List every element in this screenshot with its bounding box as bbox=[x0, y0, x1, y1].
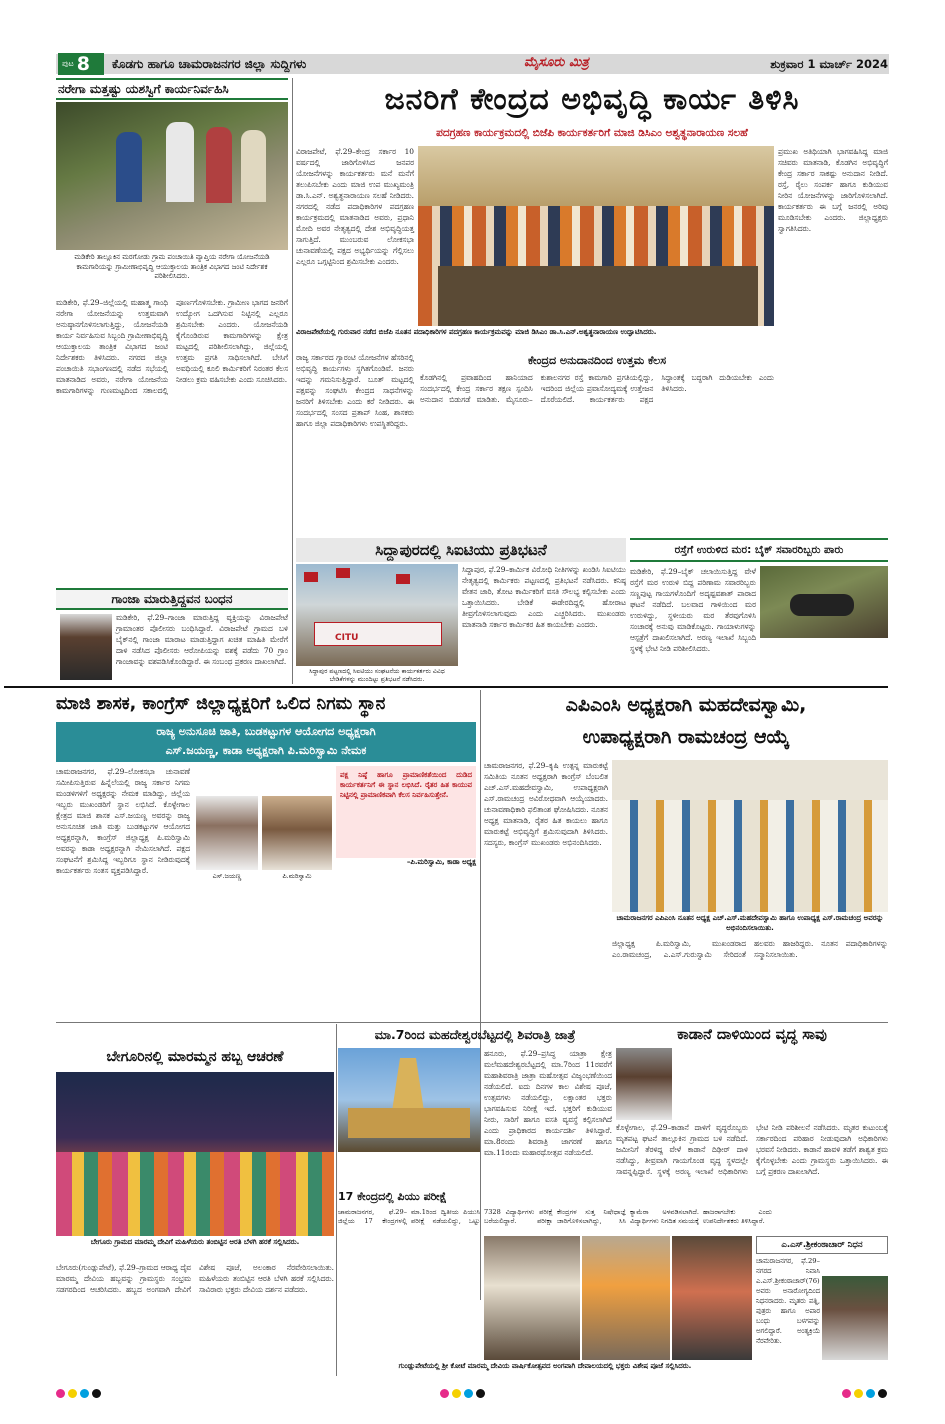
begur-headline: ಬೇಗೂರಿನಲ್ಲಿ ಮಾರಮ್ಮನ ಹಬ್ಬ ಆಚರಣೆ bbox=[106, 1049, 284, 1065]
paper-name: ಮೈಸೂರು ಮಿತ್ರ bbox=[524, 55, 589, 70]
lead-subsection-title: ಕೇಂದ್ರದ ಅನುದಾನದಿಂದ ಉತ್ತಮ ಕೆಲಸ bbox=[527, 354, 667, 367]
nigama-body: ಚಾಮರಾಜನಗರ, ಫೆ.29–ಲೋಕಸಭಾ ಚುನಾವಣೆ ಸಮೀಪಿಸುತ್ತಿರುವ ಹಿನ್ನೆಲೆಯಲ್ಲಿ ರಾಜ್ಯ ಸರ್ಕಾರ ನಿಗಮ ಮಂಡಳಿಗಳಿಗೆ ಅಧ್ಯಕ್ಷರನ್ನು ನೇಮಕ ಮಾಡಿದ್ದು, ಜಿಲ್ಲೆಯ ಇಬ್ಬರು ಮುಖಂಡರಿಗೆ ಸ್ಥಾನ ಲಭಿಸಿದೆ. ಕೊಳ್ಳೇಗಾಲ ಕ್ಷೇತ್ರದ ಮಾಜಿ ಶಾಸಕ ಎಸ್.ಜಯಣ್ಣ ಅವರನ್ನು ರಾಜ್ಯ ಅನುಸೂಚಿತ ಜಾತಿ ಮತ್ತು ಬುಡಕಟ್ಟುಗಳ ಆಯೋಗದ ಅಧ್ಯಕ್ಷರನ್ನಾಗಿ, ಕಾಂಗ್ರೆಸ್ ಜಿಲ್ಲಾಧ್ಯಕ್ಷ ಪಿ.ಮರಿಸ್ವಾಮಿ ಅವರನ್ನು ಕಾಡಾ ಅಧ್ಯಕ್ಷರನ್ನಾಗಿ ನೇಮಿಸಲಾಗಿದೆ. ಪಕ್ಷದ ಸಂಘಟನೆಗೆ ಶ್ರಮಿಸಿದ್ದ ಇಬ್ಬರಿಗೂ ಸ್ಥಾನ ನೀಡಿರುವುದಕ್ಕೆ ಕಾರ್ಯಕರ್ತರು ಸಂತಸ ವ್ಯಕ್ತಪಡಿಸಿದ್ದಾರೆ. bbox=[56, 767, 190, 875]
narega-headline-box bbox=[56, 78, 288, 100]
lead-body-mid: ರಾಜ್ಯ ಸರ್ಕಾರದ ಗ್ಯಾರಂಟಿ ಯೋಜನೆಗಳ ಹೆಸರಿನಲ್ಲಿ ಅಭಿವೃದ್ಧಿ ಕಾರ್ಯಗಳು ಸ್ಥಗಿತಗೊಂಡಿವೆ. ಜನರು ಇದನ್ನು ಗಮನಿಸುತ್ತಿದ್ದಾರೆ. ಬೂತ್ ಮಟ್ಟದಲ್ಲಿ ಪಕ್ಷವನ್ನು ಸಂಘಟಿಸಿ ಕೇಂದ್ರದ ಸಾಧನೆಗಳನ್ನು ಜನರಿಗೆ ತಿಳಿಸಬೇಕು ಎಂದು ಕರೆ ನೀಡಿದರು. ಈ ಸಂದರ್ಭದಲ್ಲಿ ಸಂಸದ ಪ್ರತಾಪ್ ಸಿಂಹ, ಶಾಸಕರು ಹಾಗೂ ಜಿಲ್ಲಾ ಪದಾಧಿಕಾರಿಗಳು ಉಪಸ್ಥಿತರಿದ್ದರು. bbox=[296, 353, 414, 428]
ganja-body: ಮಡಿಕೇರಿ, ಫೆ.29–ಗಾಂಜಾ ಮಾರುತ್ತಿದ್ದ ವ್ಯಕ್ತಿಯನ್ನು ವಿರಾಜಪೇಟೆ ಗ್ರಾಮಾಂತರ ಪೊಲೀಸರು ಬಂಧಿಸಿದ್ದಾರೆ. ವಿರಾಜಪೇಟೆ ಗ್ರಾಮದ ಬಳಿ ಬೈಕ್‌ನಲ್ಲಿ ಗಾಂಜಾ ಮಾರಾಟ ಮಾಡುತ್ತಿದ್ದಾಗ ಖಚಿತ ಮಾಹಿತಿ ಮೇರೆಗೆ ದಾಳಿ ನಡೆಸಿದ ಪೊಲೀಸರು ಆರೋಪಿಯನ್ನು ವಶಕ್ಕೆ ಪಡೆದು 70 ಗ್ರಾಂ ಗಾಂಜಾವನ್ನು ವಶಪಡಿಸಿಕೊಂಡಿದ್ದಾರೆ. ಈ ಸಂಬಂಧ ಪ್ರಕರಣ ದಾಖಲಾಗಿದೆ. bbox=[116, 613, 288, 666]
citu-photo bbox=[296, 564, 458, 666]
narega-caption: ಮಡಿಕೇರಿ ತಾಲ್ಲೂಕಿನ ಮರಗೋಡು ಗ್ರಾಮ ಪಂಚಾಯಿತಿ ವ್ಯಾಪ್ತಿಯ ನರೇಗಾ ಯೋಜನೆಯಡಿ ಕಾಮಗಾರಿಯನ್ನು ಗ್ರಾಮೀಣಾಭಿವೃದ್ಧಿ ಆಯುಕ್ತಾಲಯ ತಾಂತ್ರಿಕ ವಿಭಾಗದ ಜಂಟಿ ನಿರ್ದೇಶಕ ಪರಿಶೀಲಿಸಿದರು. bbox=[74, 253, 270, 280]
mm-hills-body: ಹನೂರು, ಫೆ.29–ಪ್ರಸಿದ್ಧ ಯಾತ್ರಾ ಕ್ಷೇತ್ರ ಮಲೆಮಹದೇಶ್ವರಬೆಟ್ಟದಲ್ಲಿ ಮಾ.7ರಿಂದ 11ರವರೆಗೆ ಮಹಾಶಿವರಾತ್ರಿ ಜಾತ್ರಾ ಮಹೋತ್ಸವ ವಿಜೃಂಭಣೆಯಿಂದ ನಡೆಯಲಿದೆ. ಐದು ದಿನಗಳ ಕಾಲ ವಿಶೇಷ ಪೂಜೆ, ಉತ್ಸವಗಳು ನಡೆಯಲಿದ್ದು, ಲಕ್ಷಾಂತರ ಭಕ್ತರು ಭಾಗವಹಿಸುವ ನಿರೀಕ್ಷೆ ಇದೆ. ಭಕ್ತರಿಗೆ ಕುಡಿಯುವ ನೀರು, ಸಾರಿಗೆ ಹಾಗೂ ವಸತಿ ವ್ಯವಸ್ಥೆ ಕಲ್ಪಿಸಲಾಗಿದೆ ಎಂದು ಪ್ರಾಧಿಕಾರದ ಕಾರ್ಯದರ್ಶಿ ತಿಳಿಸಿದ್ದಾರೆ. ಮಾ.8ರಂದು ಶಿವರಾತ್ರಿ ಜಾಗರಣೆ ಹಾಗೂ ಮಾ.11ರಂದು ಮಹಾರಥೋತ್ಸವ ನಡೆಯಲಿದೆ. bbox=[484, 1049, 612, 1157]
ganja-headline-box bbox=[56, 588, 288, 610]
nigama-subhead-1: ರಾಜ್ಯ ಅನುಸೂಚಿ ಜಾತಿ, ಬುಡಕಟ್ಟುಗಳ ಆಯೋಗದ ಅಧ್ಯಕ್ಷರಾಗಿ bbox=[156, 725, 376, 738]
lead-subhead-bar bbox=[296, 124, 888, 142]
begur-caption: ಬೇಗೂರು ಗ್ರಾಮದ ಮಾರಮ್ಮ ದೇವಿಗೆ ಮಹಿಳೆಯರು ತಂಬಿಟ್ಟಿನ ಆರತಿ ಬೆಳಗಿ ಹರಕೆ ಸಲ್ಲಿಸಿದರು. bbox=[90, 1238, 300, 1246]
narega-headline: ನರೇಗಾ ಮತ್ತಷ್ಟು ಯಶಸ್ವಿಗೆ ಕಾರ್ಯನಿರ್ವಹಿಸಿ bbox=[58, 82, 229, 96]
mariswamy-photo bbox=[262, 796, 332, 870]
lead-headline: ಜನರಿಗೆ ಕೇಂದ್ರದ ಅಭಿವೃದ್ಧಿ ಕಾರ್ಯ ತಿಳಿಸಿ bbox=[384, 82, 800, 117]
jayanna-photo bbox=[196, 796, 258, 870]
lead-caption: ವಿರಾಜಪೇಟೆಯಲ್ಲಿ ಗುರುವಾರ ನಡೆದ ಬಿಜೆಪಿ ನೂತನ ಪದಾಧಿಕಾರಿಗಳ ಪದಗ್ರಹಣ ಕಾರ್ಯಕ್ರಮವನ್ನು ಮಾಜಿ ಡಿಸಿಎಂ ಡಾ.ಸಿ.ಎನ್.ಅಶ್ವತ್ಥನಾರಾಯಣ ಉದ್ಘಾಟಿಸಿದರು. bbox=[296, 328, 657, 336]
begur-photo bbox=[56, 1072, 334, 1236]
issue-date: ಶುಕ್ರವಾರ 1 ಮಾರ್ಚ್ 2024 bbox=[770, 57, 888, 71]
citu-headline: ಸಿದ್ದಾಪುರದಲ್ಲಿ ಸಿಐಟಿಯು ಪ್ರತಿಭಟನೆ bbox=[375, 541, 547, 559]
apmc-body-2: ಜಿಲ್ಲಾಧ್ಯಕ್ಷ ಪಿ.ಮರಿಸ್ವಾಮಿ, ಮುಖಂಡರಾದ ಎಂ.ರಾಮಚಂದ್ರ, ಎ.ಎಸ್.ಗುರುಸ್ವಾಮಿ ಸೇರಿದಂತೆ ಹಲವರು ಹಾಜರಿದ್ದರು. ನೂತನ ಪದಾಧಿಕಾರಿಗಳನ್ನು ಸನ್ಮಾನಿಸಲಾಯಿತು. bbox=[612, 939, 888, 959]
lead-subsection-title-box bbox=[420, 352, 774, 370]
page-label: ಪುಟ bbox=[62, 59, 74, 68]
bike-photo bbox=[760, 566, 888, 638]
bike-headline: ರಸ್ತೆಗೆ ಉರುಳಿದ ಮರ: ಬೈಕ್ ಸವಾರರಿಬ್ಬರು ಪಾರು bbox=[674, 544, 844, 556]
mariswamy-label: ಪಿ.ಮರಿಸ್ವಾಮಿ bbox=[282, 872, 312, 880]
gundlupet-caption: ಗುಂಡ್ಲುಪೇಟೆಯಲ್ಲಿ ಶ್ರೀ ಕೋಟೆ ಮಾರಮ್ಮ ದೇವಿಯ ವಾರ್ಷಿಕೋತ್ಸವದ ಅಂಗವಾಗಿ ದೇವಾಲಯದಲ್ಲಿ ಭಕ್ತರು ವಿಶೇಷ ಪೂಜೆ ಸಲ್ಲಿಸಿದರು. bbox=[398, 1362, 692, 1370]
puc-body: ಚಾಮರಾಜನಗರ, ಫೆ.29–ಜಿಲ್ಲೆಯ 17 ಕೇಂದ್ರಗಳಲ್ಲಿ ಮಾ.1ರಿಂದ ದ್ವಿತೀಯ ಪಿಯುಸಿ ಪರೀಕ್ಷೆ ನಡೆಯಲಿದ್ದು, ಒಟ್ಟು 7328 ವಿದ್ಯಾರ್ಥಿಗಳು ಪರೀಕ್ಷೆ ಬರೆಯಲಿದ್ದಾರೆ. ಪರೀಕ್ಷಾ ಕೇಂದ್ರಗಳ ಸುತ್ತ ನಿಷೇಧಾಜ್ಞೆ ಜಾರಿಗೊಳಿಸಲಾಗಿದ್ದು, ಸಿಸಿ ಕ್ಯಾಮೆರಾ ಅಳವಡಿಸಲಾಗಿದೆ. ವಿದ್ಯಾರ್ಥಿಗಳು ನಿಗದಿತ ಸಮಯಕ್ಕೆ ಹಾಜರಾಗಬೇಕು ಎಂದು ಉಪನಿರ್ದೇಶಕರು ತಿಳಿಸಿದ್ದಾರೆ. bbox=[338, 1208, 772, 1225]
gundlupet-photo-3 bbox=[672, 1236, 752, 1360]
lead-photo bbox=[418, 146, 774, 326]
nigama-quote: ಪಕ್ಷ ನಿಷ್ಠೆ ಹಾಗೂ ಪ್ರಾಮಾಣಿಕತೆಯಿಂದ ದುಡಿದ ಕಾರ್ಯಕರ್ತನಿಗೆ ಈ ಸ್ಥಾನ ಲಭಿಸಿದೆ. ರೈತರ ಹಿತ ಕಾಯುವ ನಿಟ್ಟಿನಲ್ಲಿ ಪ್ರಾಮಾಣಿಕವಾಗಿ ಕೆಲಸ ನಿರ್ವಹಿಸುತ್ತೇನೆ. bbox=[340, 771, 472, 799]
lead-subhead: ಪದಗ್ರಹಣ ಕಾರ್ಯಕ್ರಮದಲ್ಲಿ ಬಿಜೆಪಿ ಕಾರ್ಯಕರ್ತರಿಗೆ ಮಾಜಿ ಡಿಸಿಎಂ ಅಶ್ವತ್ಥನಾರಾಯಣ ಸಲಹೆ bbox=[436, 127, 748, 139]
narega-photo bbox=[56, 102, 288, 250]
obituary-headline: ಎ.ಎಸ್.ಶ್ರೀಕಂಠಾಚಾರ್ ನಿಧನ bbox=[781, 1240, 863, 1250]
lead-body-right: ಪ್ರಮುಖ ಅತಿಥಿಯಾಗಿ ಭಾಗವಹಿಸಿದ್ದ ಮಾಜಿ ಸಚಿವರು ಮಾತನಾಡಿ, ಕೊಡಗಿನ ಅಭಿವೃದ್ಧಿಗೆ ಕೇಂದ್ರ ಸರ್ಕಾರ ಸಾಕಷ್ಟು ಅನುದಾನ ನೀಡಿದೆ. ರಸ್ತೆ, ರೈಲು ಸಂಪರ್ಕ ಹಾಗೂ ಕುಡಿಯುವ ನೀರಿನ ಯೋಜನೆಗಳನ್ನು ಜಾರಿಗೊಳಿಸಲಾಗಿದೆ. ಕಾರ್ಯಕರ್ತರು ಈ ಬಗ್ಗೆ ಜನರಲ್ಲಿ ಅರಿವು ಮೂಡಿಸಬೇಕು ಎಂದರು. ಜಿಲ್ಲಾಧ್ಯಕ್ಷರು ಸ್ವಾಗತಿಸಿದರು. bbox=[778, 147, 888, 233]
page-number-badge bbox=[58, 53, 104, 75]
apmc-caption: ಚಾಮರಾಜನಗರ ಎಪಿಎಂಸಿ ನೂತನ ಅಧ್ಯಕ್ಷ ಎಚ್.ಎಸ್.ಮಹದೇವಸ್ವಾಮಿ ಹಾಗೂ ಉಪಾಧ್ಯಕ್ಷ ಎಸ್.ರಾಮಚಂದ್ರ ಅವರನ್ನು ಅಭಿನಂದಿಸಲಾಯಿತು. bbox=[616, 914, 884, 932]
gundlupet-photo-1 bbox=[484, 1236, 580, 1360]
section-divider bbox=[4, 686, 888, 688]
jayanna-label: ಎಸ್.ಜಯಣ್ಣ bbox=[212, 872, 242, 880]
nigama-subhead-2: ಎಸ್.ಜಯಣ್ಣ, ಕಾಡಾ ಅಧ್ಯಕ್ಷರಾಗಿ ಪಿ.ಮರಿಸ್ವಾಮಿ ನೇಮಕ bbox=[165, 744, 367, 757]
obituary-headline-box bbox=[756, 1236, 888, 1254]
bike-body-cont bbox=[760, 642, 888, 684]
apmc-headline-1: ಎಪಿಎಂಸಿ ಅಧ್ಯಕ್ಷರಾಗಿ ಮಹದೇವಸ್ವಾಮಿ, bbox=[565, 694, 807, 716]
apmc-photo bbox=[612, 760, 888, 912]
column-rule bbox=[480, 690, 481, 1300]
column-rule bbox=[292, 78, 293, 684]
mm-hills-temple-photo bbox=[338, 1048, 480, 1152]
apmc-headline-2: ಉಪಾಧ್ಯಕ್ಷರಾಗಿ ರಾಮಚಂದ್ರ ಆಯ್ಕೆ bbox=[582, 726, 790, 748]
row-rule bbox=[56, 1022, 888, 1023]
apmc-body: ಚಾಮರಾಜನಗರ, ಫೆ.29–ಕೃಷಿ ಉತ್ಪನ್ನ ಮಾರುಕಟ್ಟೆ ಸಮಿತಿಯ ನೂತನ ಅಧ್ಯಕ್ಷರಾಗಿ ಕಾಂಗ್ರೆಸ್ ಬೆಂಬಲಿತ ಎಚ್.ಎಸ್.ಮಹದೇವಸ್ವಾಮಿ, ಉಪಾಧ್ಯಕ್ಷರಾಗಿ ಎಸ್.ರಾಮಚಂದ್ರ ಅವಿರೋಧವಾಗಿ ಆಯ್ಕೆಯಾದರು. ಚುನಾವಣಾಧಿಕಾರಿ ಫಲಿತಾಂಶ ಘೋಷಿಸಿದರು. ನೂತನ ಅಧ್ಯಕ್ಷ ಮಾತನಾಡಿ, ರೈತರ ಹಿತ ಕಾಯಲು ಹಾಗೂ ಮಾರುಕಟ್ಟೆ ಅಭಿವೃದ್ಧಿಗೆ ಶ್ರಮಿಸುವುದಾಗಿ ತಿಳಿಸಿದರು. ಸದಸ್ಯರು, ಕಾಂಗ್ರೆಸ್ ಮುಖಂಡರು ಅಭಿನಂದಿಸಿದರು. bbox=[484, 761, 608, 847]
gundlupet-photo-2 bbox=[582, 1236, 670, 1360]
nigama-quote-author: –ಪಿ.ಮರಿಸ್ವಾಮಿ, ಕಾಡಾ ಅಧ್ಯಕ್ಷ bbox=[406, 858, 476, 866]
registration-marks-left bbox=[56, 1383, 104, 1402]
narega-body: ಮಡಿಕೇರಿ, ಫೆ.29–ಜಿಲ್ಲೆಯಲ್ಲಿ ಮಹಾತ್ಮ ಗಾಂಧಿ ನರೇಗಾ ಯೋಜನೆಯನ್ನು ಉತ್ತಮವಾಗಿ ಅನುಷ್ಠಾನಗೊಳಿಸಲಾಗುತ್ತಿದ್ದು, ಯೋಜನೆಯಡಿ ಕಾರ್ಯ ನಿರ್ವಹಿಸುವ ಸಿಬ್ಬಂದಿ ಗ್ರಾಮೀಣಾಭಿವೃದ್ಧಿ ಆಯುಕ್ತಾಲಯ ತಾಂತ್ರಿಕ ವಿಭಾಗದ ಜಂಟಿ ನಿರ್ದೇಶಕರು ತಿಳಿಸಿದರು. ನಗರದ ಜಿಲ್ಲಾ ಪಂಚಾಯಿತಿ ಸಭಾಂಗಣದಲ್ಲಿ ನಡೆದ ಸಭೆಯಲ್ಲಿ ಮಾತನಾಡಿದ ಅವರು, ನರೇಗಾ ಯೋಜನೆಯ ಕಾಮಗಾರಿಗಳನ್ನು ಗುಣಮಟ್ಟದಿಂದ ಸಕಾಲದಲ್ಲಿ ಪೂರ್ಣಗೊಳಿಸಬೇಕು. ಗ್ರಾಮೀಣ ಭಾಗದ ಜನರಿಗೆ ಉದ್ಯೋಗ ಒದಗಿಸುವ ನಿಟ್ಟಿನಲ್ಲಿ ಎಲ್ಲರೂ ಶ್ರಮಿಸಬೇಕು ಎಂದರು. ಯೋಜನೆಯಡಿ ಕೈಗೊಂಡಿರುವ ಕಾಮಗಾರಿಗಳನ್ನು ಕ್ಷೇತ್ರ ಮಟ್ಟದಲ್ಲಿ ಪರಿಶೀಲಿಸಲಾಗಿದ್ದು, ಜಿಲ್ಲೆಯಲ್ಲಿ ಉತ್ತಮ ಪ್ರಗತಿ ಸಾಧಿಸಲಾಗಿದೆ. ಬೇಸಿಗೆ ಅವಧಿಯಲ್ಲಿ ಕೂಲಿ ಕಾರ್ಮಿಕರಿಗೆ ನಿರಂತರ ಕೆಲಸ ನೀಡಲು ಕ್ರಮ ವಹಿಸಬೇಕು ಎಂದು ಸೂಚಿಸಿದರು. bbox=[56, 298, 288, 395]
citu-caption: ಸಿದ್ದಾಪುರ ಪಟ್ಟಣದಲ್ಲಿ ಸಿಐಟಿಯು ಸಂಘಟನೆಯ ಕಾರ್ಯಕರ್ತರು ವಿವಿಧ ಬೇಡಿಕೆಗಳನ್ನು ಮುಂದಿಟ್ಟು ಪ್ರತಿಭಟನೆ ನಡೆಸಿದರು. bbox=[309, 668, 445, 683]
ganja-headline: ಗಾಂಜಾ ಮಾರುತ್ತಿದ್ದವನ ಬಂಧನ bbox=[111, 592, 233, 606]
nigama-headline: ಮಾಜಿ ಶಾಸಕ, ಕಾಂಗ್ರೆಸ್ ಜಿಲ್ಲಾಧ್ಯಕ್ಷರಿಗೆ ಒಲಿದ ನಿಗಮ ಸ್ಥಾನ bbox=[56, 694, 386, 714]
page-number: 8 bbox=[76, 53, 90, 75]
elephant-victim-photo bbox=[616, 1048, 672, 1120]
elephant-headline: ಕಾಡಾನೆ ದಾಳಿಯಿಂದ ವೃದ್ಧ ಸಾವು bbox=[677, 1027, 827, 1043]
column-rule bbox=[336, 1024, 337, 1376]
ganja-accused-photo bbox=[60, 614, 112, 680]
begur-body: ಬೇಗೂರು(ಗುಂಡ್ಲುಪೇಟೆ), ಫೆ.29–ಗ್ರಾಮದ ಆರಾಧ್ಯ ದೈವ ಮಾರಮ್ಮ ದೇವಿಯ ಹಬ್ಬವನ್ನು ಗ್ರಾಮಸ್ಥರು ಸಂಭ್ರಮ ಸಡಗರದಿಂದ ಆಚರಿಸಿದರು. ಹಬ್ಬದ ಅಂಗವಾಗಿ ದೇವಿಗೆ ವಿಶೇಷ ಪೂಜೆ, ಅಲಂಕಾರ ನೆರವೇರಿಸಲಾಯಿತು. ಮಹಿಳೆಯರು ತಂಬಿಟ್ಟಿನ ಆರತಿ ಬೆಳಗಿ ಹರಕೆ ಸಲ್ಲಿಸಿದರು. ಸಾವಿರಾರು ಭಕ್ತರು ದೇವಿಯ ದರ್ಶನ ಪಡೆದರು. bbox=[56, 1263, 334, 1294]
nigama-quote-box bbox=[336, 766, 476, 858]
nigama-subhead-box bbox=[56, 722, 476, 762]
bike-headline-box bbox=[630, 538, 888, 562]
citu-headline-box bbox=[296, 538, 626, 562]
registration-marks-center bbox=[440, 1383, 488, 1402]
lead-body-left: ವಿರಾಜಪೇಟೆ, ಫೆ.29–ಕೇಂದ್ರ ಸರ್ಕಾರ 10 ವರ್ಷದಲ್ಲಿ ಜಾರಿಗೊಳಿಸಿದ ಜನಪರ ಯೋಜನೆಗಳನ್ನು ಕಾರ್ಯಕರ್ತರು ಮನೆ ಮನೆಗೆ ತಲುಪಿಸಬೇಕು ಎಂದು ಮಾಜಿ ಉಪ ಮುಖ್ಯಮಂತ್ರಿ ಡಾ.ಸಿ.ಎನ್. ಅಶ್ವತ್ಥನಾರಾಯಣ ಸಲಹೆ ನೀಡಿದರು. ನಗರದಲ್ಲಿ ನಡೆದ ಪದಾಧಿಕಾರಿಗಳ ಪದಗ್ರಹಣ ಕಾರ್ಯಕ್ರಮದಲ್ಲಿ ಮಾತನಾಡಿದ ಅವರು, ಪ್ರಧಾನಿ ಮೋದಿ ಅವರ ನೇತೃತ್ವದಲ್ಲಿ ದೇಶ ಅಭಿವೃದ್ಧಿಯತ್ತ ಸಾಗುತ್ತಿದೆ. ಮುಂಬರುವ ಲೋಕಸಭಾ ಚುನಾವಣೆಯಲ್ಲಿ ಪಕ್ಷದ ಅಭ್ಯರ್ಥಿಯನ್ನು ಗೆಲ್ಲಿಸಲು ಎಲ್ಲರೂ ಒಗ್ಗಟ್ಟಿನಿಂದ ಶ್ರಮಿಸಬೇಕು ಎಂದರು. bbox=[296, 147, 414, 266]
obituary-body: ಚಾಮರಾಜನಗರ, ಫೆ.29–ನಗರದ ನಿವಾಸಿ ಎ.ಎಸ್.ಶ್ರೀಕಂಠಾಚಾರ್(76) ಅವರು ಅನಾರೋಗ್ಯದಿಂದ ನಿಧನರಾದರು. ಮೃತರು ಪತ್ನಿ, ಪುತ್ರರು ಹಾಗೂ ಅಪಾರ ಬಂಧು ಬಳಗವನ್ನು ಅಗಲಿದ್ದಾರೆ. ಅಂತ್ಯಕ್ರಿಯೆ ನೆರವೇರಿತು. bbox=[756, 1257, 820, 1345]
puc-headline: 17 ಕೇಂದ್ರದಲ್ಲಿ ಪಿಯು ಪರೀಕ್ಷೆ bbox=[338, 1190, 447, 1203]
nigama-body-2 bbox=[196, 886, 476, 1018]
lead-subsection-body: ಕೊಡಗಿನಲ್ಲಿ ಪ್ರವಾಹದಿಂದ ಹಾನಿಯಾದ ಸಂದರ್ಭದಲ್ಲಿ ಕೇಂದ್ರ ಸರ್ಕಾರ ತಕ್ಷಣ ಸ್ಪಂದಿಸಿ ಅನುದಾನ ಬಿಡುಗಡೆ ಮಾಡಿತು. ಮೈಸೂರು–ಕುಶಾಲನಗರ ರಸ್ತೆ ಕಾಮಗಾರಿ ಪ್ರಗತಿಯಲ್ಲಿದ್ದು, ಇದರಿಂದ ಜಿಲ್ಲೆಯ ಪ್ರವಾಸೋದ್ಯಮಕ್ಕೆ ಉತ್ತೇಜನ ದೊರೆಯಲಿದೆ. ಕಾರ್ಯಕರ್ತರು ಪಕ್ಷದ ಸಿದ್ಧಾಂತಕ್ಕೆ ಬದ್ಧರಾಗಿ ದುಡಿಯಬೇಕು ಎಂದು ತಿಳಿಸಿದರು. bbox=[420, 373, 774, 404]
citu-banner-text: CITU bbox=[335, 633, 359, 643]
mm-hills-headline: ಮಾ.7ರಿಂದ ಮಹದೇಶ್ವರಬೆಟ್ಟದಲ್ಲಿ ಶಿವರಾತ್ರಿ ಜಾತ್ರೆ bbox=[374, 1027, 576, 1042]
mm-hills-body-left bbox=[338, 1156, 480, 1186]
section-title: ಕೊಡಗು ಹಾಗೂ ಚಾಮರಾಜನಗರ ಜಿಲ್ಲಾ ಸುದ್ದಿಗಳು bbox=[112, 57, 307, 71]
registration-marks-right bbox=[842, 1383, 890, 1402]
elephant-body-side bbox=[676, 1048, 888, 1120]
elephant-body: ಕೊಳ್ಳೇಗಾಲ, ಫೆ.29–ಕಾಡಾನೆ ದಾಳಿಗೆ ವೃದ್ಧರೊಬ್ಬರು ಮೃತಪಟ್ಟ ಘಟನೆ ತಾಲ್ಲೂಕಿನ ಗ್ರಾಮದ ಬಳಿ ನಡೆದಿದೆ. ಜಮೀನಿಗೆ ತೆರಳಿದ್ದ ವೇಳೆ ಕಾಡಾನೆ ದಿಢೀರ್ ದಾಳಿ ನಡೆಸಿದ್ದು, ತೀವ್ರವಾಗಿ ಗಾಯಗೊಂಡ ವೃದ್ಧ ಸ್ಥಳದಲ್ಲೇ ಸಾವನ್ನಪ್ಪಿದ್ದಾರೆ. ಸ್ಥಳಕ್ಕೆ ಅರಣ್ಯ ಇಲಾಖೆ ಅಧಿಕಾರಿಗಳು ಭೇಟಿ ನೀಡಿ ಪರಿಶೀಲನೆ ನಡೆಸಿದರು. ಮೃತರ ಕುಟುಂಬಕ್ಕೆ ಸರ್ಕಾರದಿಂದ ಪರಿಹಾರ ನೀಡುವುದಾಗಿ ಅಧಿಕಾರಿಗಳು ಭರವಸೆ ನೀಡಿದರು. ಕಾಡಾನೆ ಹಾವಳಿ ತಡೆಗೆ ಶಾಶ್ವತ ಕ್ರಮ ಕೈಗೊಳ್ಳಬೇಕು ಎಂದು ಗ್ರಾಮಸ್ಥರು ಒತ್ತಾಯಿಸಿದರು. ಈ ಬಗ್ಗೆ ಪ್ರಕರಣ ದಾಖಲಾಗಿದೆ. bbox=[616, 1123, 888, 1176]
bike-body: ಮಡಿಕೇರಿ, ಫೆ.29–ಬೈಕ್ ಚಲಾಯಿಸುತ್ತಿದ್ದ ವೇಳೆ ರಸ್ತೆಗೆ ಮರ ಉರುಳಿ ಬಿದ್ದ ಪರಿಣಾಮ ಸವಾರರಿಬ್ಬರು ಸಣ್ಣಪುಟ್ಟ ಗಾಯಗಳೊಂದಿಗೆ ಅದೃಷ್ಟವಶಾತ್ ಪಾರಾದ ಘಟನೆ ನಡೆದಿದೆ. ಬಲವಾದ ಗಾಳಿಯಿಂದ ಮರ ಉರುಳಿದ್ದು, ಸ್ಥಳೀಯರು ಮರ ತೆರವುಗೊಳಿಸಿ ಸಂಚಾರಕ್ಕೆ ಅನುವು ಮಾಡಿಕೊಟ್ಟರು. ಗಾಯಾಳುಗಳನ್ನು ಆಸ್ಪತ್ರೆಗೆ ದಾಖಲಿಸಲಾಗಿದೆ. ಅರಣ್ಯ ಇಲಾಖೆ ಸಿಬ್ಬಂದಿ ಸ್ಥಳಕ್ಕೆ ಭೇಟಿ ನೀಡಿ ಪರಿಶೀಲಿಸಿದರು. bbox=[630, 567, 756, 653]
citu-body: ಸಿದ್ದಾಪುರ, ಫೆ.29–ಕಾರ್ಮಿಕ ವಿರೋಧಿ ನೀತಿಗಳನ್ನು ಖಂಡಿಸಿ ಸಿಐಟಿಯು ನೇತೃತ್ವದಲ್ಲಿ ಕಾರ್ಮಿಕರು ಪಟ್ಟಣದಲ್ಲಿ ಪ್ರತಿಭಟನೆ ನಡೆಸಿದರು. ಕನಿಷ್ಠ ವೇತನ ಜಾರಿ, ತೋಟ ಕಾರ್ಮಿಕರಿಗೆ ವಸತಿ ಸೌಲಭ್ಯ ಕಲ್ಪಿಸಬೇಕು ಎಂದು ಒತ್ತಾಯಿಸಿದರು. ಬೇಡಿಕೆ ಈಡೇರದಿದ್ದಲ್ಲಿ ಹೋರಾಟ ತೀವ್ರಗೊಳಿಸಲಾಗುವುದು ಎಂದು ಎಚ್ಚರಿಸಿದರು. ಮುಖಂಡರು ಮಾತನಾಡಿ ಸರ್ಕಾರ ಕಾರ್ಮಿಕರ ಹಿತ ಕಾಯಬೇಕು ಎಂದರು. bbox=[462, 565, 626, 629]
obituary-photo bbox=[822, 1276, 888, 1360]
